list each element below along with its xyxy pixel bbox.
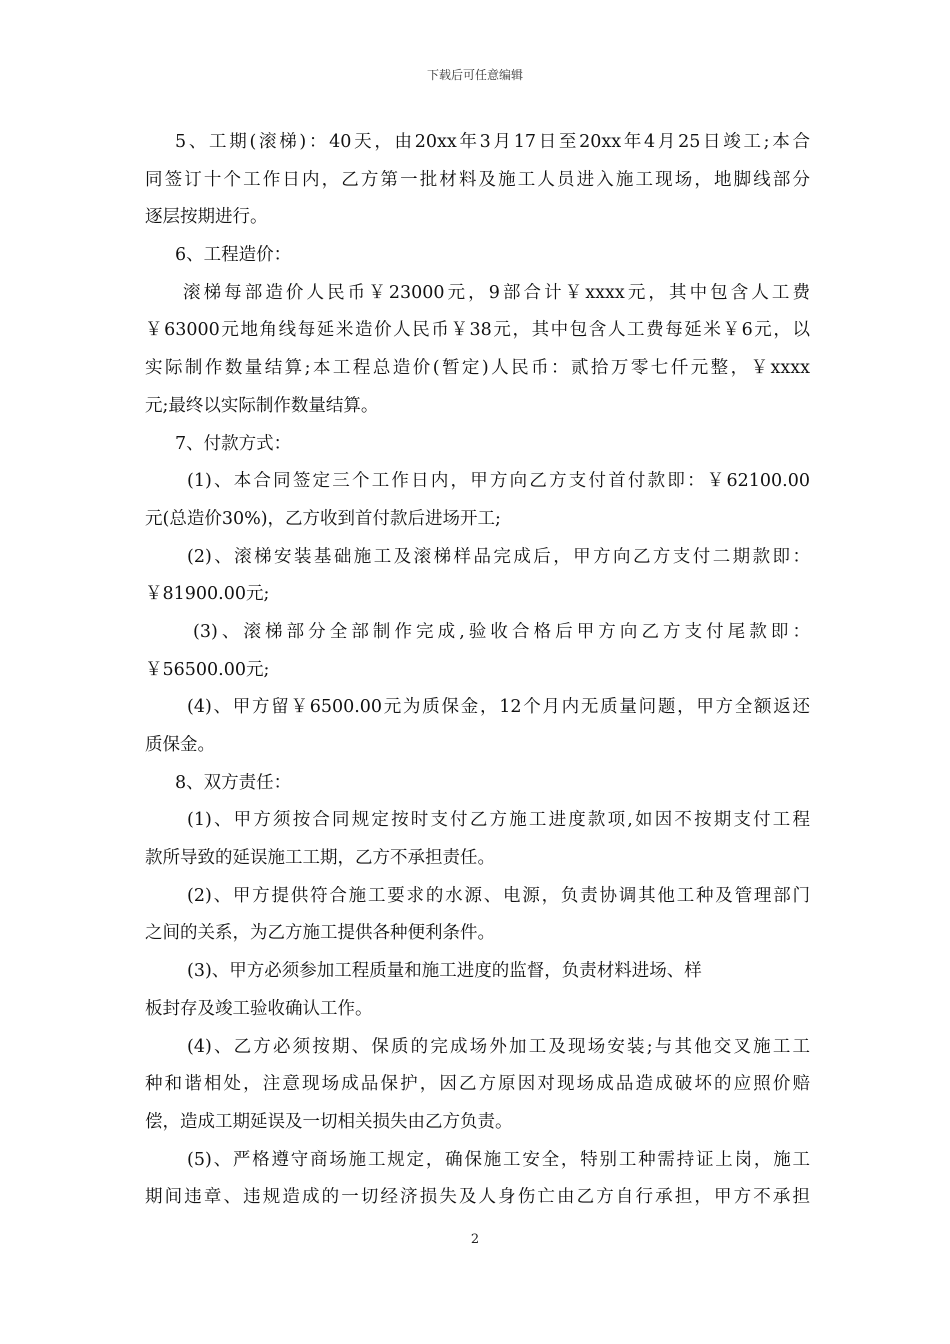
text-line: 之间的关系，为乙方施工提供各种便利条件。 [145, 923, 495, 944]
text-line: 款所导致的延误施工工期，乙方不承担责任。 [145, 848, 495, 869]
section-heading: 6、工程造价： [175, 245, 292, 266]
text-line: (3)、滚梯部分全部制作完成,验收合格后甲方向乙方支付尾款即： [193, 621, 810, 642]
text-line: 同签订十个工作日内，乙方第一批材料及施工人员进入施工现场，地脚线部分 [145, 169, 810, 190]
text-line: 5、工期(滚梯)：40天，由20xx年3月17日至20xx年4月25日竣工;本合 [175, 132, 810, 152]
text-line: (3)、甲方必须参加工程质量和施工进度的监督，负责材料进场、样 [187, 961, 702, 982]
text-line: 元;最终以实际制作数量结算。 [145, 395, 379, 416]
section-heading: 8、双方责任： [175, 772, 292, 793]
text-line: ￥81900.00元; [145, 584, 270, 605]
page-number: 2 [470, 1232, 480, 1247]
text-line: (4)、乙方必须按期、保质的完成场外加工及现场安装;与其他交叉施工工 [187, 1036, 810, 1057]
text-line: (4)、甲方留￥6500.00元为质保金，12个月内无质量问题，甲方全额返还 [187, 697, 810, 718]
text-line: 逐层按期进行。 [145, 207, 268, 228]
text-line: (2)、甲方提供符合施工要求的水源、电源，负责协调其他工种及管理部门 [187, 885, 810, 906]
text-line: 板封存及竣工验收确认工作。 [145, 998, 373, 1019]
page-header: 下载后可任意编辑 [426, 68, 523, 82]
document-body [145, 124, 810, 1217]
text-line: 实际制作数量结算;本工程总造价(暂定)人民币：贰拾万零七仟元整，￥xxxx [145, 358, 810, 379]
text-line: 滚梯每部造价人民币￥23000元，9部合计￥xxxx元，其中包含人工费 [183, 282, 810, 303]
text-line: (1)、甲方须按合同规定按时支付乙方施工进度款项,如因不按期支付工程 [187, 810, 810, 831]
text-line: (2)、滚梯安装基础施工及滚梯样品完成后，甲方向乙方支付二期款即： [187, 546, 810, 567]
text-line: (1)、本合同签定三个工作日内，甲方向乙方支付首付款即：￥62100.00 [187, 471, 810, 492]
text-line: 元(总造价30%)，乙方收到首付款后进场开工; [145, 508, 501, 529]
text-line: ￥56500.00元; [145, 659, 270, 680]
text-line: 偿，造成工期延误及一切相关损失由乙方负责。 [145, 1111, 513, 1132]
section-heading: 7、付款方式： [175, 433, 292, 454]
text-line: ￥63000元地角线每延米造价人民币￥38元，其中包含人工费每延米￥6元，以 [145, 320, 810, 341]
text-line: (5)、严格遵守商场施工规定，确保施工安全，特别工种需持证上岗，施工 [187, 1149, 810, 1170]
text-line: 期间违章、违规造成的一切经济损失及人身伤亡由乙方自行承担，甲方不承担 [145, 1187, 810, 1208]
text-line: 种和谐相处，注意现场成品保护，因乙方原因对现场成品造成破坏的应照价赔 [145, 1074, 810, 1095]
text-line: 质保金。 [145, 735, 215, 755]
